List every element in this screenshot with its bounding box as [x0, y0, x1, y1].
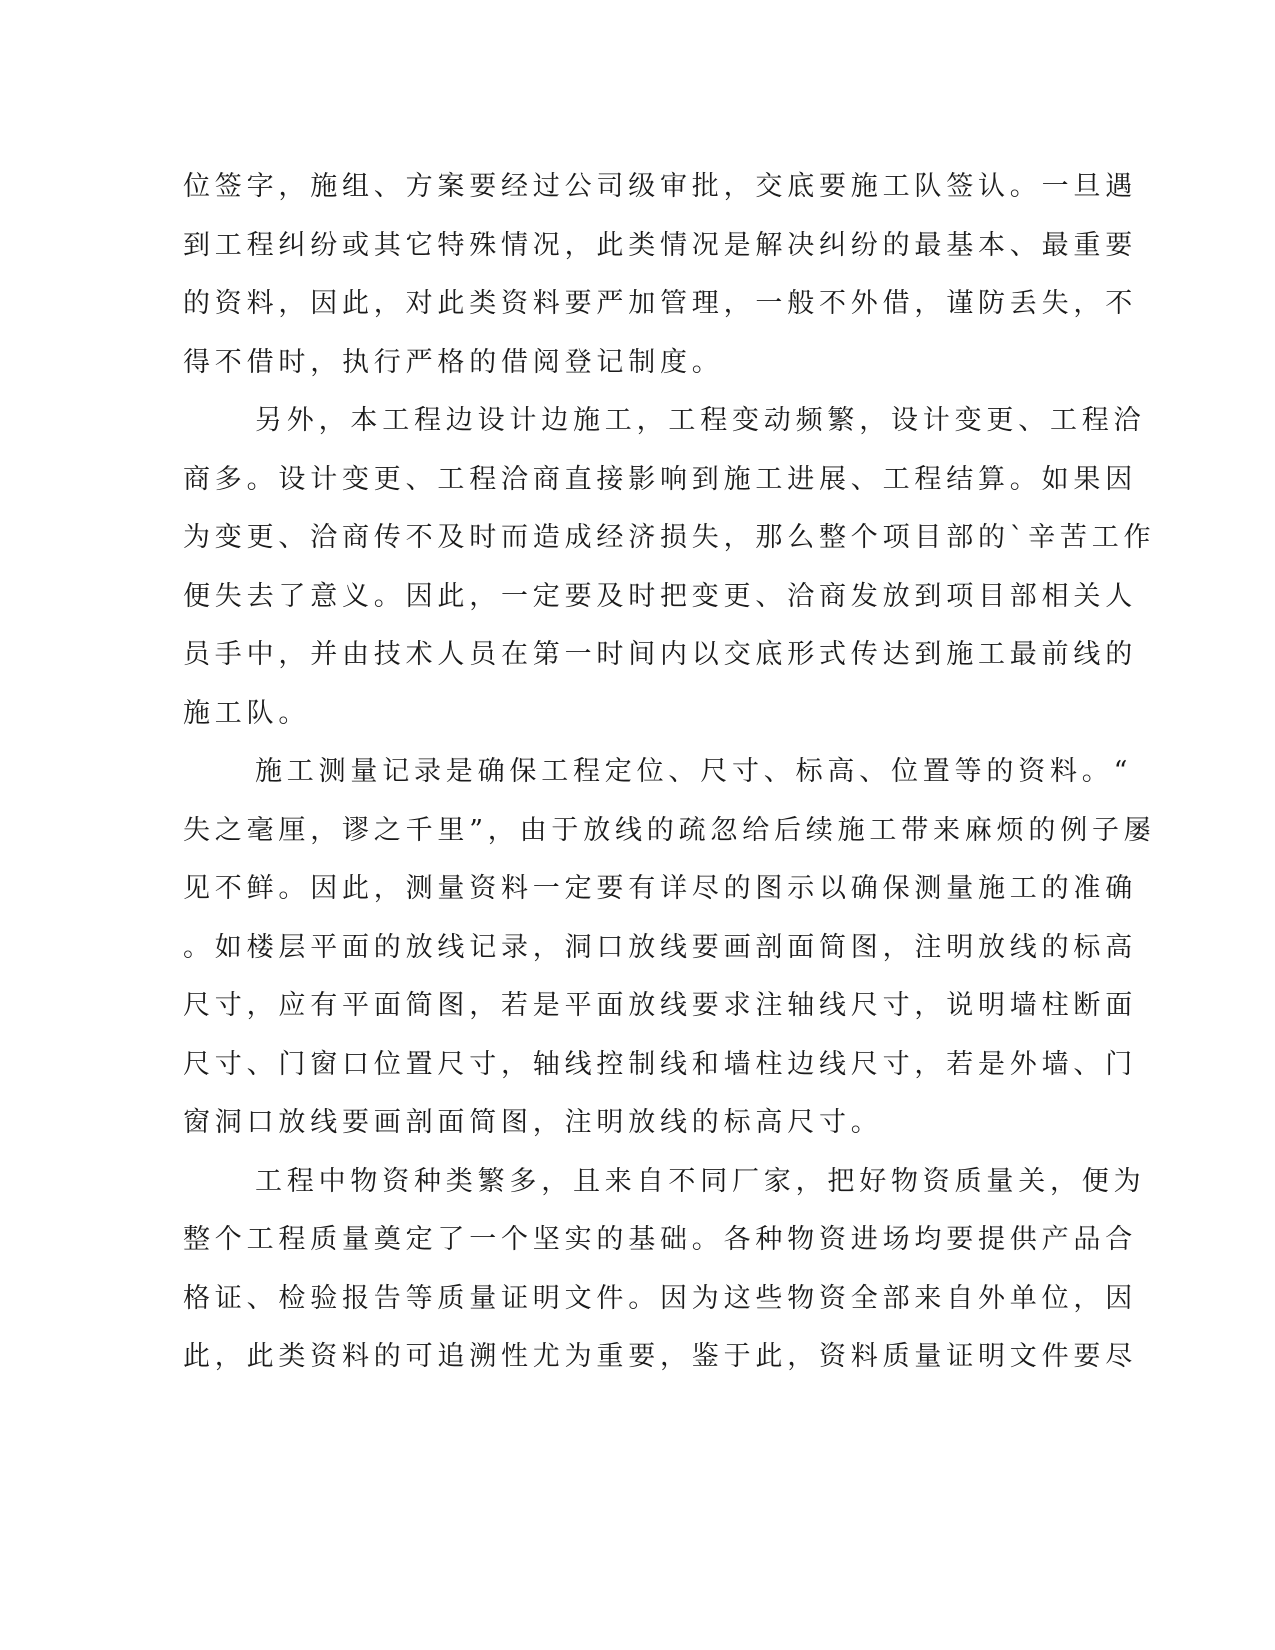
text-line: 便失去了意义。因此，一定要及时把变更、洽商发放到项目部相关人 [183, 580, 1137, 612]
text-line: 见不鲜。因此，测量资料一定要有详尽的图示以确保测量施工的准确 [183, 873, 1137, 904]
text-line: 整个工程质量奠定了一个坚实的基础。各种物资进场均要提供产品合 [183, 1224, 1137, 1255]
text-line: 尺寸，应有平面简图，若是平面放线要求注轴线尺寸，说明墙柱断面 [183, 990, 1137, 1021]
paragraph-first-line: 另外，本工程边设计边施工，工程变动频繁，设计变更、工程洽 [255, 405, 1146, 436]
text-line: 员手中，并由技术人员在第一时间内以交底形式传达到施工最前线的 [183, 639, 1137, 670]
text-line: 的资料，因此，对此类资料要严加管理，一般不外借，谨防丢失，不 [183, 288, 1137, 319]
paragraph-first-line: 施工测量记录是确保工程定位、尺寸、标高、位置等的资料。“ [255, 756, 1133, 787]
text-line: 尺寸、门窗口位置尺寸，轴线控制线和墙柱边线尺寸，若是外墙、门 [183, 1048, 1137, 1080]
text-line: 到工程纠纷或其它特殊情况，此类情况是解决纠纷的最基本、最重要 [183, 229, 1137, 261]
text-line: 窗洞口放线要画剖面简图，注明放线的标高尺寸。 [183, 1107, 883, 1138]
text-line: 为变更、洽商传不及时而造成经济损失，那么整个项目部的`辛苦工作 [183, 522, 1156, 553]
text-line: 此，此类资料的可追溯性尤为重要，鉴于此，资料质量证明文件要尽 [183, 1341, 1137, 1372]
text-line: 。如楼层平面的放线记录，洞口放线要画剖面简图，注明放线的标高 [183, 931, 1137, 963]
paragraph-first-line: 工程中物资种类繁多，且来自不同厂家，把好物资质量关，便为 [255, 1165, 1146, 1197]
text-line: 得不借时，执行严格的借阅登记制度。 [183, 346, 724, 378]
text-line: 格证、检验报告等质量证明文件。因为这些物资全部来自外单位，因 [183, 1282, 1137, 1314]
body-text [183, 158, 1156, 1387]
text-line: 商多。设计变更、工程洽商直接影响到施工进展、工程结算。如果因 [183, 463, 1137, 495]
text-line: 失之毫厘，谬之千里”，由于放线的疏忽给后续施工带来麻烦的例子屡 [183, 814, 1156, 846]
text-line: 位签字，施组、方案要经过公司级审批，交底要施工队签认。一旦遇 [183, 171, 1137, 202]
text-line: 施工队。 [183, 697, 311, 729]
